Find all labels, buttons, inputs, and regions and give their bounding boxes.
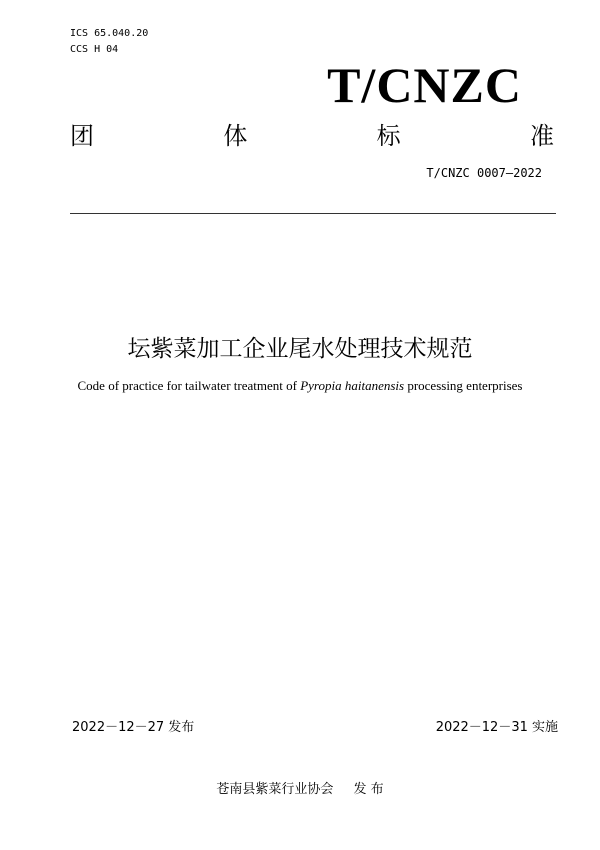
divider [70, 213, 556, 214]
document-title: 坛紫菜加工企业尾水处理技术规范 [127, 336, 473, 362]
banner-char: 团 [70, 122, 94, 150]
issuer-line [0, 778, 600, 797]
publish-date: 2022－12－27 发布 [72, 720, 195, 735]
ics-code: ICS 65.040.20 [70, 28, 149, 39]
english-title-text: processing enterprises [404, 378, 523, 393]
banner-char: 体 [223, 122, 248, 150]
english-title [0, 378, 600, 394]
species-name: Pyropia haitanensis [300, 378, 405, 393]
standard-logo: T/CNZC [327, 57, 522, 113]
group-standard-banner [70, 116, 554, 151]
banner-char: 准 [529, 122, 554, 150]
ccs-code: CCS H 04 [70, 44, 119, 55]
banner-char: 标 [376, 122, 401, 150]
standard-number: T/CNZC 0007—2022 [426, 166, 542, 180]
implement-date: 2022－12－31 实施 [435, 720, 558, 735]
english-title-text: Code of practice for tailwater treatment of [77, 378, 301, 393]
issue-label: 发 布 [353, 782, 384, 797]
issuer-name: 苍南县紫菜行业协会 [216, 782, 334, 797]
